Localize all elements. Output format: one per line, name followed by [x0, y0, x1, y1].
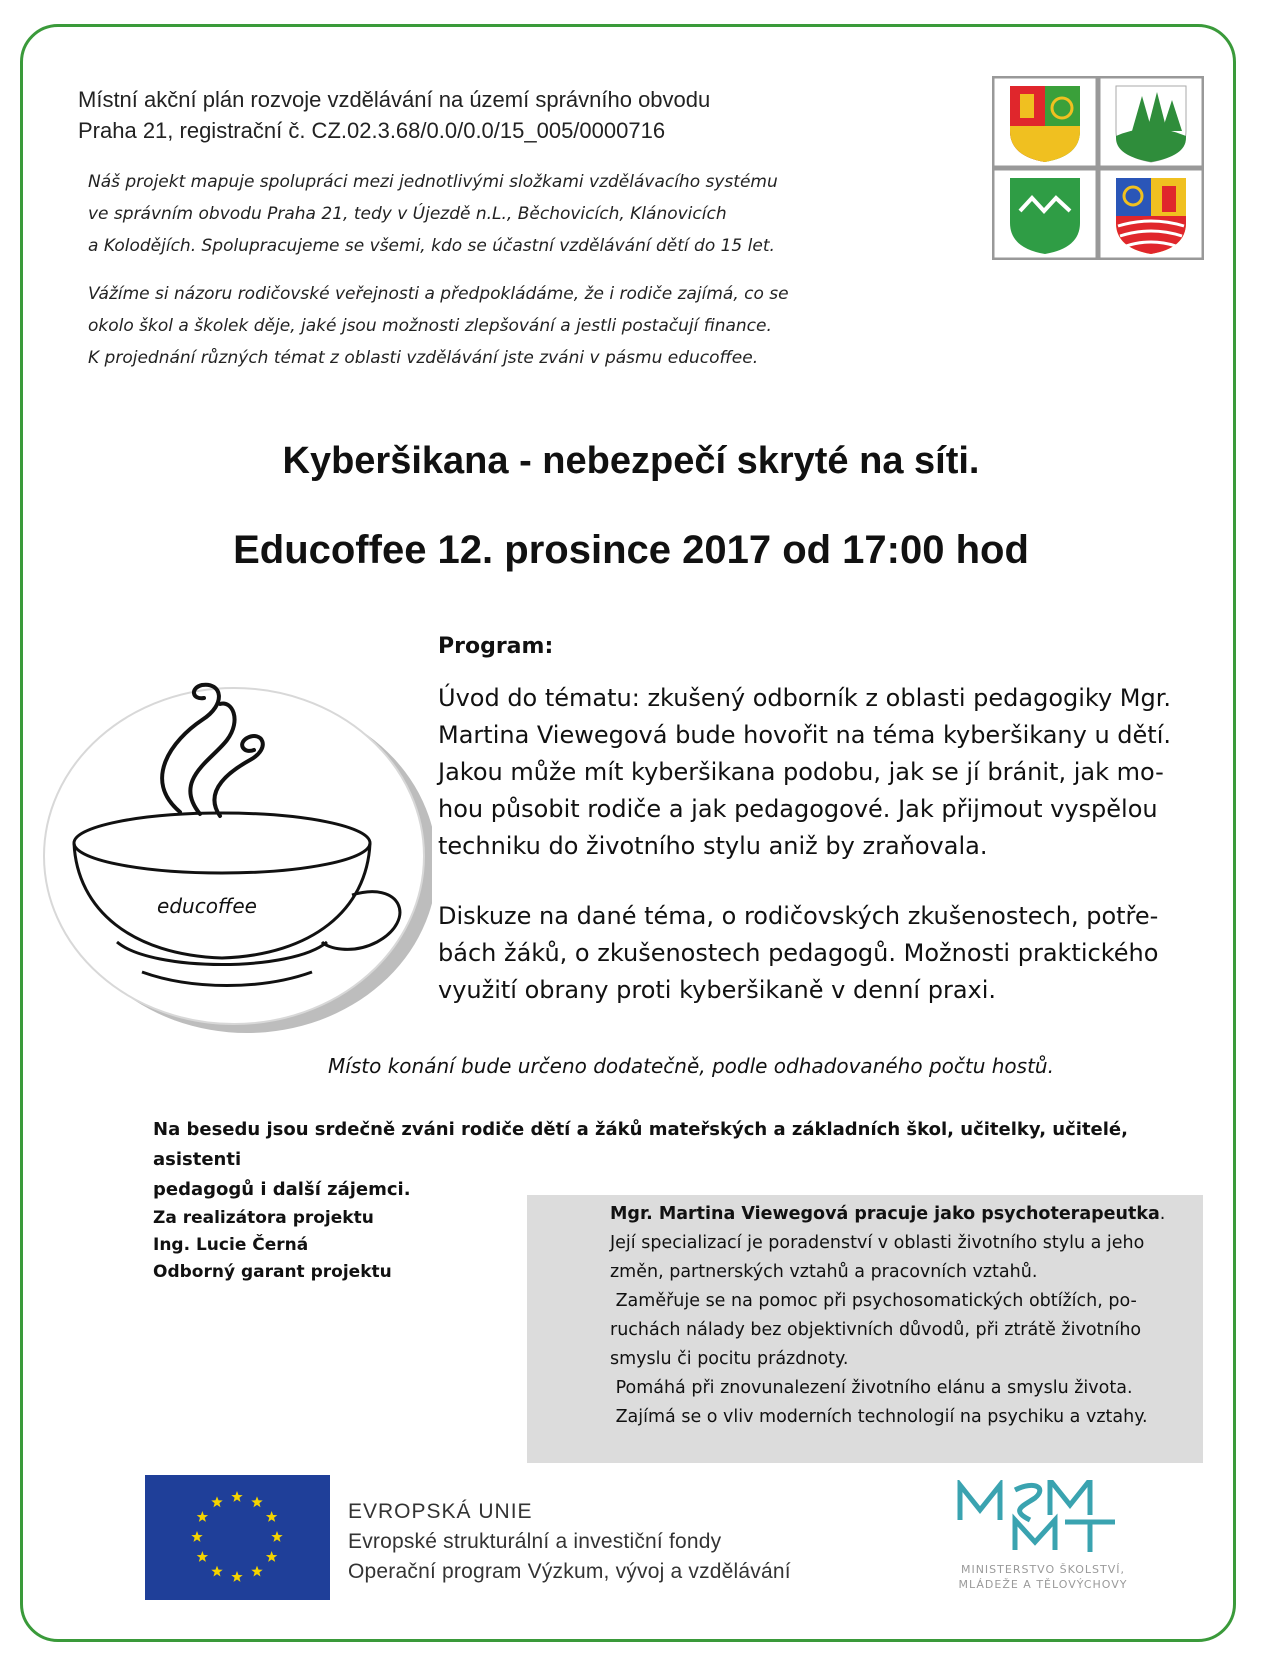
eu-line-1: EVROPSKÁ UNIE	[348, 1500, 533, 1523]
eu-line-3: Operační program Výzkum, vývoj a vzdělávání	[348, 1560, 791, 1583]
msmt-line-2: MLÁDEŽE A TĚLOVÝCHOVY	[958, 1578, 1128, 1591]
project-header	[78, 84, 710, 146]
coat-of-arms-1	[1010, 86, 1080, 162]
bio-line: Její specializací je poradenství v oblasti životního stylu a jeho	[610, 1233, 1145, 1253]
venue-note: Místo konání bude určeno dodatečně, podle odhadovaného počtu hostů.	[328, 1054, 1054, 1078]
header-line-1: Místní akční plán rozvoje vzdělávání na území správního obvodu	[78, 87, 711, 112]
header-line-2: Praha 21, registrační č. CZ.02.3.68/0.0/0.0/15_005/0000716	[78, 118, 666, 143]
bio-heading-period: .	[1159, 1204, 1166, 1224]
event-title: Kyberšikana - nebezpečí skryté na síti.	[282, 440, 980, 482]
intro-line: okolo škol a školek děje, jaké jsou možnosti zlepšování a jestli postačují finance.	[88, 316, 772, 336]
program-line: bách žáků, o zkušenostech pedagogů. Možnosti praktického	[438, 939, 1159, 967]
speaker-bio	[610, 1200, 1205, 1432]
bio-line: změn, partnerských vztahů a pracovních vztahů.	[610, 1262, 1038, 1282]
invitation-line: pedagogů i další zájemci.	[153, 1179, 411, 1200]
program-line: Diskuze na dané téma, o rodičovských zkušenostech, potře-	[438, 902, 1159, 930]
intro-paragraph-2	[88, 278, 848, 374]
coffee-cup-illustration	[22, 680, 432, 1035]
signature-block	[153, 1205, 392, 1286]
eu-flag-logo	[145, 1475, 330, 1600]
signature-line: Odborný garant projektu	[153, 1262, 392, 1282]
program-line: Martina Viewegová bude hovořit na téma kyberšikany u dětí.	[438, 721, 1172, 749]
intro-line: Náš projekt mapuje spolupráci mezi jednotlivými složkami vzdělávacího systému	[88, 172, 778, 192]
bio-line: ruchách nálady bez objektivních důvodů, při ztrátě životního	[610, 1320, 1142, 1340]
program-line: techniku do životního stylu aniž by zraňovala.	[438, 832, 988, 860]
program-line: hou působit rodiče a jak pedagogové. Jak přijmout vyspělou	[438, 795, 1158, 823]
eu-funding-text	[348, 1497, 791, 1587]
bio-line: Pomáhá při znovunalezení životního elánu a smyslu života.	[610, 1378, 1133, 1398]
msmt-line-1: MINISTERSTVO ŠKOLSTVÍ,	[960, 1563, 1126, 1576]
coat-of-arms-4	[1116, 178, 1186, 254]
program-line: Jakou může mít kyberšikana podobu, jak se jí bránit, jak mo-	[438, 758, 1164, 786]
coat-of-arms-3	[1010, 178, 1080, 254]
bio-line: smyslu či pocitu prázdnoty.	[610, 1349, 849, 1369]
coat-of-arms-2	[1116, 86, 1186, 162]
bio-heading: Mgr. Martina Viewegová pracuje jako psychoterapeutka	[610, 1204, 1160, 1224]
msmt-text	[893, 1562, 1193, 1592]
program-heading: Program:	[438, 634, 554, 659]
signature-line: Ing. Lucie Černá	[153, 1235, 309, 1255]
invitation	[153, 1115, 1193, 1205]
bio-line: Zaměřuje se na pomoc při psychosomatických obtížích, po-	[610, 1291, 1137, 1311]
cup-label: educoffee	[157, 894, 257, 918]
signature-line: Za realizátora projektu	[153, 1208, 374, 1228]
intro-line: Vážíme si názoru rodičovské veřejnosti a předpokládáme, že i rodiče zajímá, co se	[88, 284, 789, 304]
program-line: využití obrany proti kyberšikaně v denní praxi.	[438, 976, 997, 1004]
program-line: Úvod do tématu: zkušený odborník z oblasti pedagogiky Mgr.	[438, 684, 1172, 712]
municipal-coats-of-arms	[992, 76, 1204, 260]
program-paragraph-2	[438, 898, 1208, 1009]
program-paragraph-1	[438, 680, 1208, 865]
intro-line: a Kolodějích. Spolupracujeme se všemi, kdo se účastní vzdělávání dětí do 15 let.	[88, 236, 775, 256]
intro-paragraph-1	[88, 166, 848, 262]
event-date: Educoffee 12. prosince 2017 od 17:00 hod	[233, 528, 1029, 572]
intro-line: K projednání různých témat z oblasti vzdělávání jste zváni v pásmu educoffee.	[88, 348, 759, 368]
invitation-line: Na besedu jsou srdečně zváni rodiče dětí a žáků mateřských a základních škol, učitelky, učitelé, asistenti	[153, 1119, 1128, 1170]
intro-line: ve správním obvodu Praha 21, tedy v Újezdě n.L., Běchovicích, Klánovicích	[88, 204, 727, 224]
bio-line: Zajímá se o vliv moderních technologií na psychiku a vztahy.	[610, 1407, 1148, 1427]
eu-line-2: Evropské strukturální a investiční fondy	[348, 1530, 722, 1553]
msmt-logo	[955, 1480, 1140, 1555]
